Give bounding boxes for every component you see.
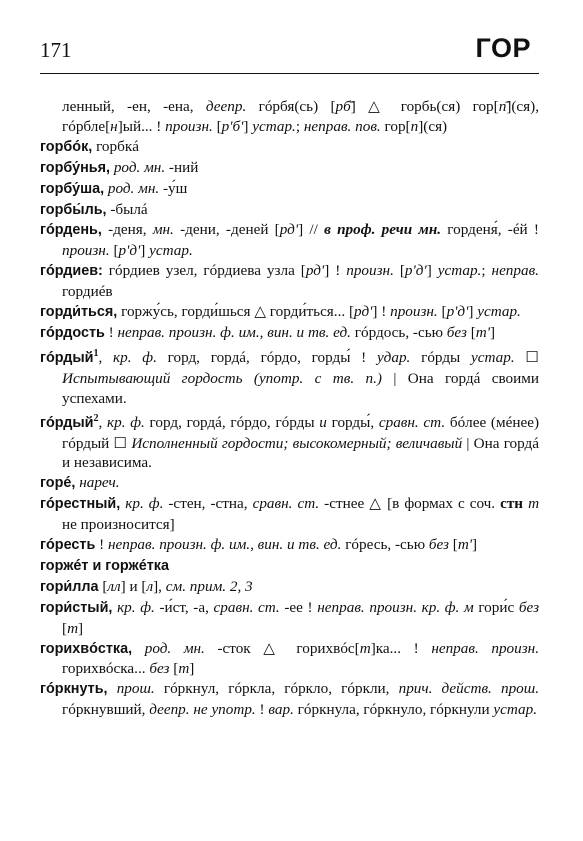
dictionary-entry: горбóк, горбкá (40, 137, 139, 155)
headword: гори́стый, (40, 599, 113, 616)
headword: гóресть (40, 537, 96, 554)
headword: горихвóстка, (40, 640, 133, 657)
dictionary-entry: горихвóстка, род. мн. -сток △ горихвóс[т]ка... ! неправ. произн. горихвóска... без [т] (40, 639, 539, 678)
dictionary-entry: гори́стый, кр. ф. -и́ст, -а, сравн. ст. -ее ! неправ. произн. кр. ф. м гори́с без [т] (40, 598, 539, 637)
dictionary-entry: гóрдость ! неправ. произн. ф. им., вин. и тв. ед. гóрдось, -сью без [тʹ] (40, 323, 496, 341)
headword: гóрдый (40, 414, 94, 431)
headword: горжéт и горжéтка (40, 557, 169, 574)
headword: горé, (40, 475, 76, 492)
dictionary-entry: гори́лла [лл] и [л], см. прим. 2, 3 (40, 577, 253, 595)
headword: гори́лла (40, 578, 99, 595)
headword: горбу́нья, (40, 159, 111, 176)
running-head: ГОР (475, 33, 531, 63)
dictionary-entry: горбу́нья, род. мн. -ний (40, 158, 199, 176)
headword: гóрдень, (40, 222, 102, 239)
dictionary-entry (40, 556, 539, 577)
header-rule (40, 73, 539, 74)
dictionary-entry: гóркнуть, прош. гóркнул, гóркла, гóркло, гóркли, прич. действ. прош. гóркнувший, деепр. не употр. ! вар. гóркнула, гóркнуло, гóркнули устар. (40, 680, 540, 719)
homonym-number: 2 (93, 412, 99, 424)
headword: гóрдиев: (40, 263, 103, 280)
dictionary-entries (40, 97, 539, 720)
headword: горбóк, (40, 138, 93, 155)
dictionary-entry: гóрдый$^2$, кр. ф. горд, гордá, гóрдо, гóрды и горды́, сравн. ст. бóлее (мéнее) гóрдый ☐ Исполненный гордости; высокомерный; величавый | Она гордá и независима. (40, 412, 540, 472)
dictionary-entry: ленный, -ен, -ена, деепр. гóрбя(сь) [рб̄] △ горбь(ся) гор[п̄](ся), гóрбле[н]ый... ! произн. [pʹбʹ] устар.; неправ. пов. гор[п](ся) (62, 98, 540, 135)
dictionary-entry: гóрестный, кр. ф. -стен, -стна, сравн. ст. -стнее △ [в формах с соч. стн т не произносится] (40, 495, 540, 534)
dictionary-entry: горди́ться, горжу́сь, горди́шься △ горди́ться... [рдʹ] ! произн. [pʹдʹ] устар. (40, 303, 521, 321)
page-number: 171 (40, 38, 72, 62)
headword: гóркнуть, (40, 681, 108, 698)
dictionary-entry: горé, нареч. (40, 474, 120, 492)
dictionary-entry: гóрдень, -деня, мн. -дени, -деней [рдʹ] // в проф. речи мн. горденя́, -éй ! произн. [pʹдʹ] устар. (40, 221, 539, 260)
dictionary-entry: гóрдиев: гóрдиев узел, гóрдиева узла [рдʹ] ! произн. [pʹдʹ] устар.; неправ. гордиéв (40, 262, 539, 301)
dictionary-entry: горбы́ль, -былá (40, 200, 148, 218)
dictionary-entry: горбу́ша, род. мн. -у́ш (40, 179, 188, 197)
dictionary-entry: гóресть ! неправ. произн. ф. им., вин. и тв. ед. гóресь, -сью без [тʹ] (40, 536, 478, 554)
headword: гóрдый (40, 349, 94, 366)
headword: горбу́ша, (40, 180, 105, 197)
headword: гóрестный, (40, 496, 121, 513)
headword: гóрдость (40, 324, 105, 341)
headword: горди́ться, (40, 304, 118, 321)
headword: горбы́ль, (40, 201, 107, 218)
homonym-number: 1 (93, 347, 99, 359)
dictionary-entry: гóрдый$^1$, кр. ф. горд, гордá, гóрдо, горды́ ! удар. гóрды устар. ☐ Испытывающий гордость (употр. с тв. п.) | Она гордá своими успехами. (40, 347, 539, 407)
